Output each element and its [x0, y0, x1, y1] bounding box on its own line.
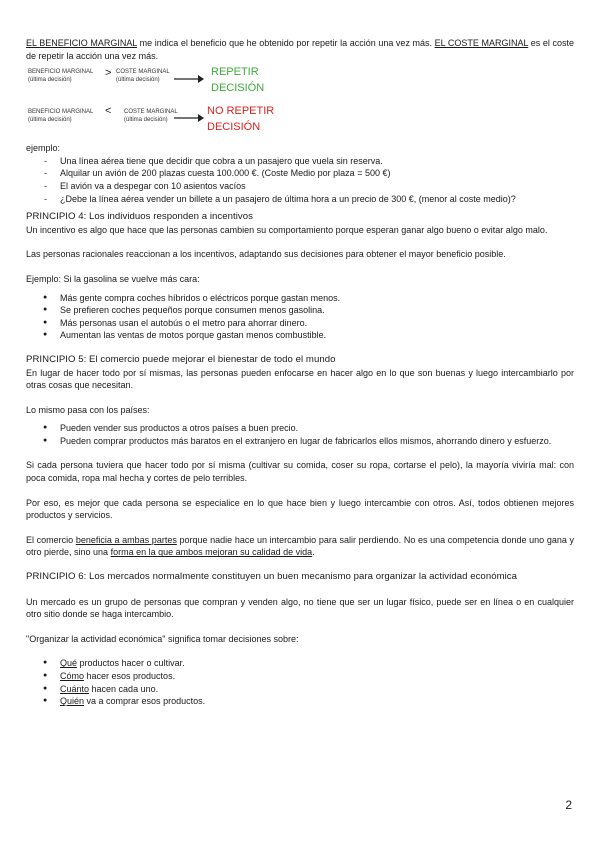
p4-paragraph-1: Un incentivo es algo que hace que las personas cambien su comportamiento porque esperan ganar algo bueno o evitar algo malo.	[26, 224, 548, 235]
bullet-key: Cómo	[60, 671, 85, 681]
bullet-key: Cuánto	[60, 683, 90, 694]
intro-text-1: me indica el beneficio que he obtenido por repetir la acción una vez más.	[137, 38, 435, 48]
p5-underline-2: forma en la que ambos mejoran su calidad de vida	[110, 547, 313, 558]
row2-right-label	[124, 108, 178, 124]
no-repeat-decision-line2: DECISIÓN	[207, 121, 261, 134]
row1-arrow-icon	[174, 72, 204, 86]
p4-bullet-list	[26, 292, 574, 342]
list-item: - El avión va a despegar con 10 asientos vacíos	[26, 180, 574, 193]
row1-left-bottom: (última decisión)	[28, 77, 72, 84]
marginal-decision-diagram	[26, 66, 574, 142]
list-item: ● Pueden vender sus productos a otros países a buen precio.	[26, 422, 574, 435]
page-number: 2	[565, 798, 572, 812]
p5-paragraph-1: En lugar de hacer todo por sí mismas, las personas pueden enfocarse en hacer algo en lo que son buenas y luego intercambiarlo por otras cosas que necesitan.	[26, 367, 574, 391]
repeat-decision-label	[211, 64, 264, 96]
list-item	[26, 670, 574, 683]
list-item: - Una línea aérea tiene que decidir que cobra a un pasajero que vuela sin reserva.	[26, 155, 574, 168]
row2-left-bottom: (última decisión)	[28, 117, 72, 124]
principle-4-heading: PRINCIPIO 4: Los individuos responden a incentivos	[26, 211, 254, 223]
p4-paragraph-2: Las personas racionales reaccionan a los incentivos, adaptando sus decisiones para obtener el mayor beneficio posible.	[26, 249, 506, 260]
bullet-key: Quién	[60, 696, 85, 707]
greater-than-symbol: >	[105, 67, 112, 80]
list-item: ● Se prefieren coches pequeños porque consumen menos gasolina.	[26, 304, 574, 317]
list-item: ● Pueden comprar productos más baratos en el extranjero en lugar de fabricarlos ellos mismos, ahorrando dinero y esfuerzo.	[26, 435, 574, 448]
row1-left-label	[28, 68, 93, 84]
term-marginal-benefit: EL BENEFICIO MARGINAL	[26, 38, 138, 48]
term-marginal-cost: EL COSTE MARGINAL	[434, 38, 529, 48]
example-label: ejemplo:	[26, 143, 61, 154]
p5-underline-1: beneficia a ambas partes	[75, 534, 177, 545]
bullet-key: Qué	[60, 658, 78, 669]
intro-paragraph	[26, 37, 574, 62]
list-item: - Alquilar un avión de 200 plazas cuesta 100.000 €. (Coste Medio por plaza = 500 €)	[26, 167, 574, 180]
p5-paragraph-5	[26, 534, 574, 559]
p6-bullet-list	[26, 657, 574, 707]
bullet-rest: hacer esos productos.	[84, 671, 176, 681]
p5-paragraph-4: Por eso, es mejor que cada persona se especialice en lo que hace bien y luego intercambie con otros. Así, todos obtienen mejores productos y servicios.	[26, 497, 574, 521]
row2-left-label	[28, 108, 93, 124]
repeat-decision-line1: REPETIR	[211, 66, 259, 79]
list-item	[26, 695, 574, 708]
row2-right-bottom: (última decisión)	[124, 117, 168, 124]
row2-arrow-icon	[174, 111, 204, 125]
no-repeat-decision-line1: NO REPETIR	[207, 105, 275, 118]
bullet-rest: productos hacer o cultivar.	[77, 658, 185, 669]
p5-paragraph-2: Lo mismo pasa con los países:	[26, 404, 150, 415]
p6-paragraph-2: "Organizar la actividad económica" significa tomar decisiones sobre:	[26, 633, 299, 644]
p4-example: Ejemplo: Si la gasolina se vuelve más cara:	[26, 273, 200, 284]
list-item	[26, 657, 574, 670]
list-item	[26, 683, 574, 696]
example-list	[26, 155, 574, 205]
bullet-rest: va a comprar esos productos.	[84, 696, 206, 707]
no-repeat-decision-label	[207, 103, 274, 135]
row1-right-bottom: (última decisión)	[116, 77, 160, 84]
p5-text-b: porque nadie hace un intercambio para salir perdiendo. No es una competencia donde uno gana y otro pierde, sino una	[26, 534, 574, 558]
p5-text-c: .	[312, 547, 315, 558]
list-item: ● Aumentan las ventas de motos porque gastan menos combustible.	[26, 329, 574, 342]
bullet-rest: hacen cada uno.	[89, 683, 159, 694]
repeat-decision-line2: DECISIÓN	[211, 82, 265, 95]
principle-5-heading: PRINCIPIO 5: El comercio puede mejorar el bienestar de todo el mundo	[26, 353, 336, 365]
row2-left-top: BENEFICIO MARGINAL	[28, 109, 94, 116]
p6-paragraph-1: Un mercado es un grupo de personas que compran y venden algo, no tiene que ser un lugar físico, puede ser en línea o en cualquier otro sitio donde se haga intercambio.	[26, 596, 574, 620]
row2-right-top: COSTE MARGINAL	[124, 109, 178, 116]
intro-text-2: es el coste de repetir la acción una vez más.	[26, 38, 574, 61]
row1-left-top: BENEFICIO MARGINAL	[28, 69, 94, 76]
list-item: ● Más personas usan el autobús o el metro para ahorrar dinero.	[26, 317, 574, 330]
row1-right-label	[116, 68, 170, 84]
document-page	[26, 37, 574, 708]
list-item: - ¿Debe la línea aérea vender un billete a un pasajero de última hora a un precio de 300 €, (menor al coste medio)?	[26, 193, 574, 206]
less-than-symbol: <	[105, 105, 112, 118]
p5-bullet-list	[26, 422, 574, 447]
list-item: ● Más gente compra coches híbridos o eléctricos porque gastan menos.	[26, 292, 574, 305]
principle-6-heading: PRINCIPIO 6: Los mercados normalmente constituyen un buen mecanismo para organizar la actividad económica	[26, 571, 518, 583]
row1-right-top: COSTE MARGINAL	[116, 69, 170, 76]
p5-text-a: El comercio	[26, 534, 76, 545]
p5-paragraph-3: Si cada persona tuviera que hacer todo por sí misma (cultivar su comida, coser su ropa, cortarse el pelo), la mayoría viviría mal: con poca comida, ropa mal hecha y cortes de pelo terribles.	[26, 460, 574, 484]
